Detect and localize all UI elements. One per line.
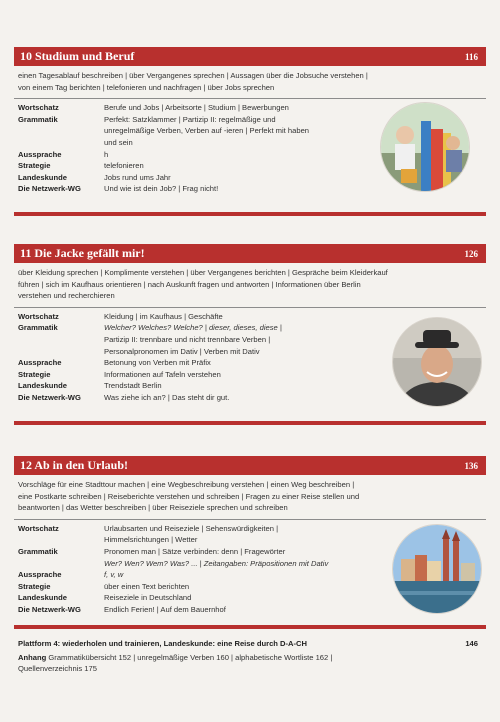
unit-10 [14,47,486,195]
row-value: Trendstadt Berlin [104,381,162,391]
row-value: Himmelsrichtungen | Wetter [104,535,198,545]
row-value: telefonieren [104,161,144,171]
row-value: über einen Text berichten [104,581,190,591]
row-value: Reiseziele in Deutschland [104,593,192,603]
row-value: Perfekt: Satzklammer | Partizip II: regelmäßige und [104,114,276,124]
unit-11 [14,244,486,404]
plattform-page-number: 146 [465,639,478,648]
row-label [18,125,104,137]
row-label: Grammatik [18,323,58,333]
anhang-line [18,652,482,664]
row-value: Wer? Wen? Wem? Was? ... | Zeitangaben: Präpositionen mit Dativ [104,558,329,568]
row-label: Wortschatz [18,311,59,321]
row-label [18,534,104,546]
row-label: Grammatik [18,546,58,556]
row-value: Endlich Ferien! | Auf dem Bauernhof [104,604,226,614]
unit-goals [14,263,486,305]
row-value: f, v, w [104,570,124,580]
anhang-label: Anhang [18,652,47,662]
goals-line: eine Postkarte schreiben | Reiseberichte verstehen und schreiben | Fragen zu einer Reise stellen und [18,491,360,501]
unit-header [14,47,486,66]
row-value: Berufe und Jobs | Arbeitsorte | Studium | Bewerbungen [104,103,289,113]
row-value: Pronomen man | Sätze verbinden: denn | Fragewörter [104,546,286,556]
goals-line: Vorschläge für eine Stadttour machen | eine Wegbeschreibung verstehen | einen Weg beschreiben | [18,480,355,489]
goals-line: beantworten | das Wetter beschreiben | über Reiseziele sprechen und schreiben [18,503,288,513]
row-label: Wortschatz [18,103,59,113]
unit-header [14,244,486,263]
row-label [18,346,104,358]
unit-title: 11 Die Jacke gefällt mir! [20,246,145,260]
row-label: Aussprache [18,570,62,580]
unit-goals [14,66,486,96]
row-value: unregelmäßige Verben, Verben auf -ieren | Perfekt mit haben [104,126,310,136]
unit-page-number: 116 [464,51,478,62]
plattform-text: Plattform 4: wiederholen und trainieren, Landeskunde: eine Reise durch D-A-CH [18,639,308,648]
photo-city-riverside [392,524,482,614]
row-label: Aussprache [18,358,62,368]
unit-page-number: 126 [464,248,478,259]
content-row [18,311,482,323]
footer [18,638,482,675]
row-label: Die Netzwerk-WG [18,604,81,614]
row-value: Urlaubsarten und Reiseziele | Sehenswürdigkeiten | [104,523,279,533]
unit-12 [14,456,486,616]
unit-header [14,456,486,475]
row-label: Grammatik [18,114,58,124]
row-label: Die Netzwerk-WG [18,184,81,194]
row-label [18,334,104,346]
unit-title: 12 Ab in den Urlaub! [20,458,129,472]
row-value: Personalpronomen im Dativ | Verben mit Dativ [104,346,260,356]
row-label: Strategie [18,369,51,379]
row-value: Was ziehe ich an? | Das steht dir gut. [104,392,230,402]
unit-bottom-rule [14,625,486,629]
row-label [18,137,104,149]
unit-bottom-rule [14,421,486,425]
row-value: Welcher? Welches? Welche? | dieser, dieses, diese | [104,323,282,333]
row-value: h [104,149,109,159]
goals-line: einen Tagesablauf beschreiben | über Vergangenes sprechen | Aussagen über die Jobsuche verstehen | [18,71,368,80]
unit-page-number: 136 [464,460,478,471]
row-value: Jobs rund ums Jahr [104,172,171,182]
row-label: Landeskunde [18,381,67,391]
unit-goals [14,475,486,517]
photo-playground-kids [380,102,470,192]
goals-line: von einem Tag berichten | telefonieren und nachfragen | über Jobs sprechen [18,82,275,92]
row-label: Landeskunde [18,172,67,182]
row-label: Strategie [18,581,51,591]
photo-man-with-hat [392,317,482,407]
goals-line: führen | sich im Kaufhaus orientieren | nach Auskunft fragen und antworten | Informationen über Berlin [18,279,361,289]
row-label: Landeskunde [18,593,67,603]
row-label: Die Netzwerk-WG [18,392,81,402]
row-label [18,558,104,570]
goals-line: verstehen und recherchieren [18,291,115,301]
row-value: Betonung von Verben mit Präfix [104,358,211,368]
row-value: Kleidung | im Kaufhaus | Geschäfte [104,311,223,321]
row-value: Partizip II: trennbare und nicht trennbare Verben | [104,334,271,344]
row-value: Informationen auf Tafeln verstehen [104,369,221,379]
unit-bottom-rule [14,212,486,216]
anhang-text: Grammatikübersicht 152 | unregelmäßige Verben 160 | alphabetische Wortliste 162 | [48,652,333,662]
row-value: Und wie ist dein Job? | Frag nicht! [104,184,219,194]
unit-title: 10 Studium und Beruf [20,49,135,63]
anhang-line-2: Quellenverzeichnis 175 [18,664,97,674]
row-value: und sein [104,137,133,147]
goals-line: über Kleidung sprechen | Komplimente verstehen | über Vergangenes berichten | Gespräche beim Kleiderkauf [18,268,388,277]
plattform-line [18,638,482,650]
row-label: Strategie [18,161,51,171]
row-label: Wortschatz [18,523,59,533]
row-label: Aussprache [18,149,62,159]
